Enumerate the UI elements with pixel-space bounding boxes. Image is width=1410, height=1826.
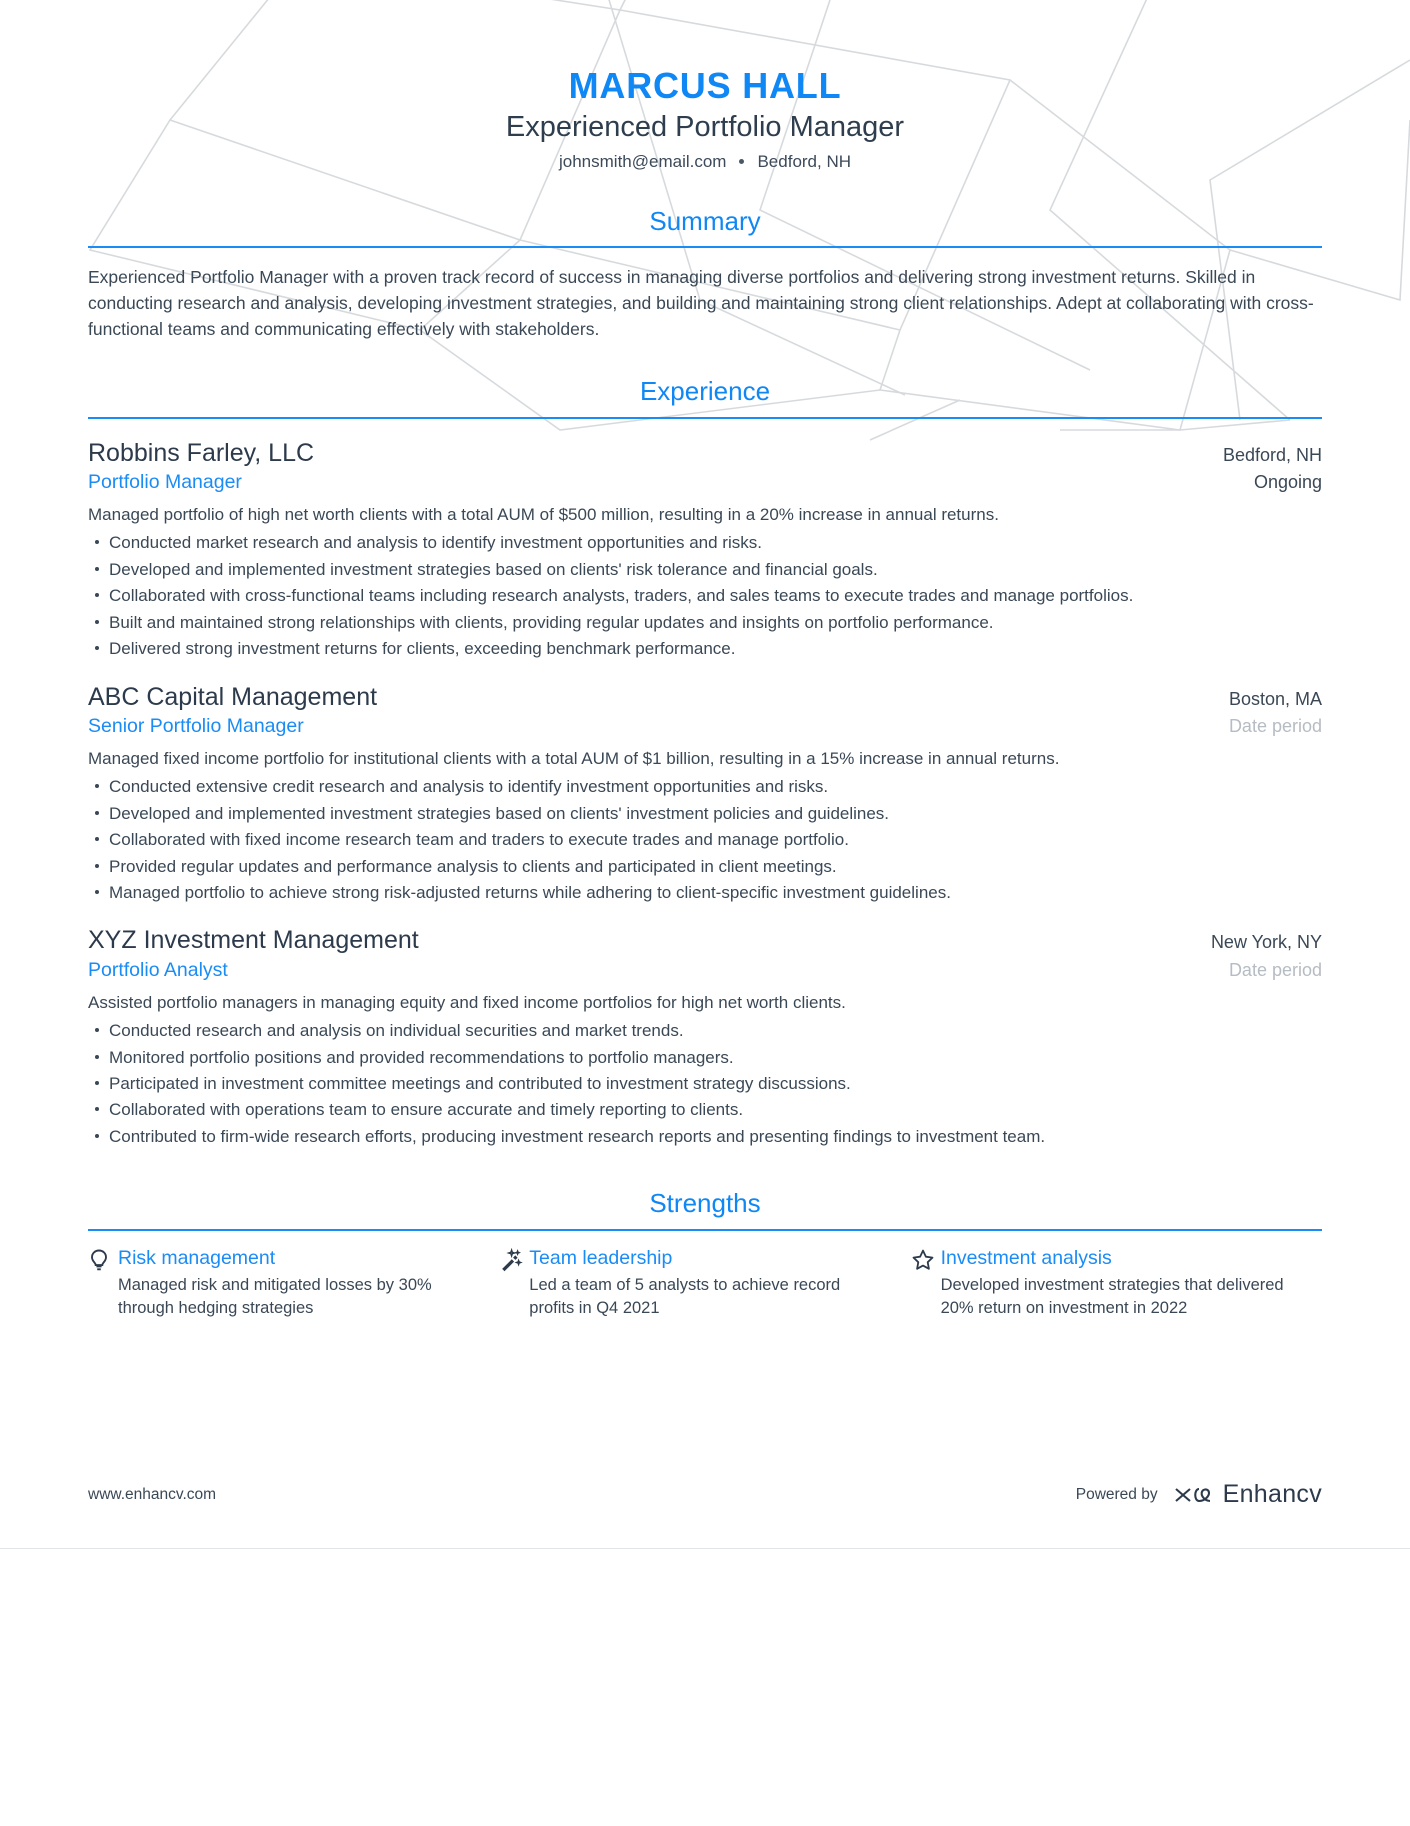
strengths-section-title: Strengths: [649, 1188, 761, 1219]
footer-branding: [1076, 1480, 1322, 1509]
experience-summary: Assisted portfolio managers in managing equity and fixed income portfolios for high net worth clients.: [88, 993, 846, 1013]
section-divider: [88, 417, 1322, 419]
experience-entry: [88, 438, 1322, 661]
experience-bullet: Conducted extensive credit research and analysis to identify investment opportunities and risks.: [88, 775, 1322, 798]
candidate-name: MARCUS HALL: [568, 65, 842, 106]
experience-company: Robbins Farley, LLC: [88, 438, 315, 467]
strength-card: [499, 1246, 910, 1320]
experience-date: Date period: [1228, 959, 1322, 980]
experience-bullet: Collaborated with operations team to ensure accurate and timely reporting to clients.: [88, 1098, 1322, 1121]
experience-location: Boston, MA: [1228, 688, 1322, 709]
star-icon: [911, 1246, 941, 1272]
page-footer: [88, 1480, 1322, 1509]
strength-body: [118, 1246, 461, 1320]
contact-location: Bedford, NH: [757, 151, 852, 171]
experience-summary: Managed fixed income portfolio for institutional clients with a total AUM of $1 billion, resulting in a 15% increase in annual returns.: [88, 749, 1060, 769]
strength-body: [941, 1246, 1284, 1320]
experience-bullet: Collaborated with cross-functional teams including research analysts, traders, and sales teams to execute trades and manage portfolios.: [88, 584, 1322, 607]
experience-bullet: Monitored portfolio positions and provided recommendations to portfolio managers.: [88, 1046, 1322, 1069]
strength-description: Developed investment strategies that delivered 20% return on investment in 2022: [940, 1275, 1284, 1317]
experience-bullet-list: [88, 531, 1322, 660]
summary-section: [88, 206, 1322, 342]
strength-description: Managed risk and mitigated losses by 30% through hedging strategies: [118, 1275, 432, 1317]
experience-list: [88, 438, 1322, 1149]
candidate-headline: Experienced Portfolio Manager: [505, 111, 905, 144]
experience-entry: [88, 682, 1322, 905]
enhancv-logo-icon: [1172, 1482, 1214, 1508]
strength-title: Team leadership: [529, 1246, 673, 1269]
experience-location: Bedford, NH: [1222, 444, 1322, 465]
experience-bullet: Participated in investment committee meetings and contributed to investment strategy discussions.: [88, 1072, 1322, 1095]
experience-entry-subheader: [88, 470, 1322, 494]
contact-email[interactable]: johnsmith@email.com: [558, 151, 727, 171]
experience-entry-header: [88, 438, 1322, 469]
strengths-section: [88, 1188, 1322, 1319]
section-divider: [88, 1229, 1322, 1231]
strengths-grid: [88, 1246, 1322, 1320]
experience-bullet-list: [88, 1019, 1322, 1148]
experience-date: Date period: [1228, 716, 1322, 737]
experience-role: Portfolio Manager: [88, 471, 242, 494]
experience-entry: [88, 925, 1322, 1148]
powered-by-label: Powered by: [1075, 1485, 1158, 1503]
experience-role: Portfolio Analyst: [88, 958, 228, 981]
experience-bullet: Provided regular updates and performance analysis to clients and participated in client meetings.: [88, 855, 1322, 878]
strength-card: [911, 1246, 1322, 1320]
strength-description: Led a team of 5 analysts to achieve record profits in Q4 2021: [529, 1275, 841, 1317]
summary-text: Experienced Portfolio Manager with a proven track record of success in managing diverse portfolios and delivering strong investment returns. Skilled in conducting research and analysis, developing investment strategies, and building and maintaining strong client relationships. Adept at collaborating with cross-functional teams and communicating effectively with stakeholders.: [88, 267, 1314, 339]
experience-bullet: Developed and implemented investment strategies based on clients' risk tolerance and financial goals.: [88, 558, 1322, 581]
experience-location: New York, NY: [1210, 932, 1322, 953]
magic-wand-icon: [499, 1246, 529, 1272]
enhancv-brand-name: Enhancv: [1222, 1480, 1322, 1508]
section-divider: [88, 246, 1322, 248]
experience-role: Senior Portfolio Manager: [88, 715, 304, 738]
experience-bullet-list: [88, 775, 1322, 904]
experience-bullet: Managed portfolio to achieve strong risk-adjusted returns while adhering to client-specific investment guidelines.: [88, 881, 1322, 904]
experience-bullet: Conducted market research and analysis to identify investment opportunities and risks.: [88, 531, 1322, 554]
experience-summary: Managed portfolio of high net worth clients with a total AUM of $500 million, resulting in a 20% increase in annual returns.: [88, 505, 999, 525]
strength-title: Investment analysis: [940, 1246, 1112, 1269]
experience-bullet: Built and maintained strong relationships with clients, providing regular updates and insights on portfolio performance.: [88, 611, 1322, 634]
experience-entry-subheader: [88, 714, 1322, 738]
experience-section-title: Experience: [639, 376, 771, 407]
separator-dot-icon: [739, 159, 744, 164]
enhancv-brand[interactable]: [1172, 1480, 1322, 1509]
experience-bullet: Developed and implemented investment strategies based on clients' investment policies and guidelines.: [88, 802, 1322, 825]
experience-bullet: Contributed to firm-wide research efforts, producing investment research reports and presenting findings to investment team.: [88, 1125, 1322, 1148]
summary-section-title: Summary: [649, 206, 761, 237]
experience-bullet: Conducted research and analysis on individual securities and market trends.: [88, 1019, 1322, 1042]
lightbulb-icon: [88, 1246, 118, 1272]
contact-line: [88, 152, 1322, 172]
experience-company: ABC Capital Management: [88, 682, 378, 711]
experience-entry-header: [88, 925, 1322, 956]
experience-date: Ongoing: [1253, 472, 1322, 493]
experience-entry-subheader: [88, 958, 1322, 982]
strength-title: Risk management: [118, 1246, 276, 1269]
experience-entry-header: [88, 682, 1322, 713]
page-bottom-border: [0, 1548, 1410, 1549]
experience-bullet: Delivered strong investment returns for clients, exceeding benchmark performance.: [88, 637, 1322, 660]
resume-header: [88, 0, 1322, 172]
strength-body: [529, 1246, 872, 1320]
experience-section: [88, 376, 1322, 1148]
experience-company: XYZ Investment Management: [88, 926, 419, 955]
strength-card: [88, 1246, 499, 1320]
footer-website-url[interactable]: www.enhancv.com: [88, 1485, 217, 1503]
experience-bullet: Collaborated with fixed income research team and traders to execute trades and manage portfolio.: [88, 828, 1322, 851]
